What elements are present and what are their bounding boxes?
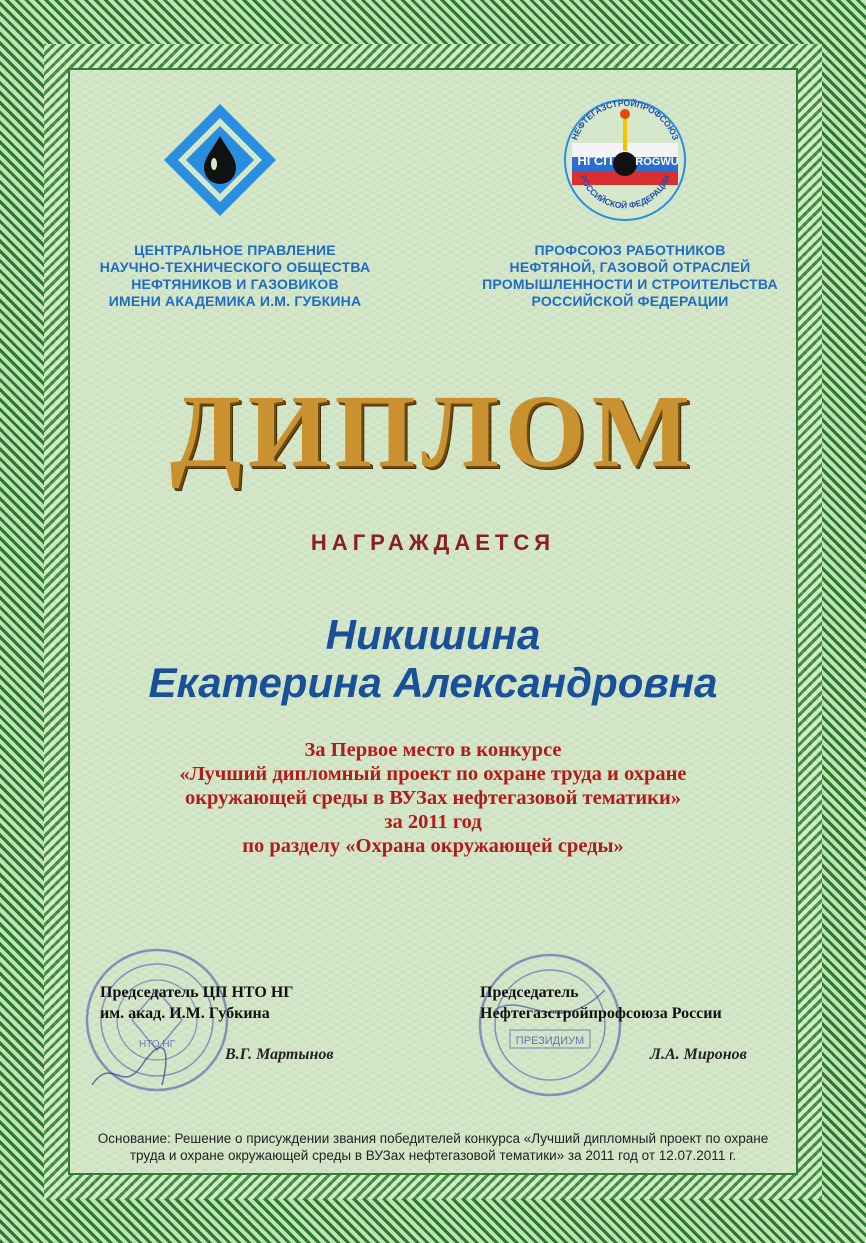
basis-line: Основание: Решение о присуждении звания победителей конкурса «Лучший дипломный проект по охране: [97, 1131, 769, 1146]
reason-line: за 2011 год: [384, 811, 482, 833]
logo-arc-top: НЕФТЕГАЗСТРОЙПРОФСОЮЗ: [569, 97, 681, 142]
left-role-line: им. акад. И.М. Губкина: [100, 1005, 270, 1022]
right-role-line: Нефтегазстройпрофсоюза России: [480, 1005, 722, 1022]
reason-line: окружающей среды в ВУЗах нефтегазовой тематики»: [184, 787, 682, 809]
left-signatory-role: [100, 982, 380, 1024]
recipient-surname: Никишина: [325, 611, 541, 658]
right-signatory-role: [480, 982, 800, 1024]
basis-note: [72, 1130, 794, 1164]
left-stamp-text: НТО НГ: [138, 1039, 176, 1050]
left-org-line: НЕФТЯНИКОВ И ГАЗОВИКОВ: [131, 276, 339, 292]
right-stamp-text: ПРЕЗИДИУМ: [515, 1035, 585, 1047]
left-org-name: [70, 242, 400, 310]
right-org-line: НЕФТЯНОЙ, ГАЗОВОЙ ОТРАСЛЕЙ: [509, 259, 751, 275]
right-signatory-name: Л.А. Миронов: [650, 1046, 747, 1063]
diploma-title: ДИПЛОМ: [170, 374, 696, 489]
left-org-line: НАУЧНО-ТЕХНИЧЕСКОГО ОБЩЕСТВА: [99, 259, 371, 275]
left-org-line: ИМЕНИ АКАДЕМИКА И.М. ГУБКИНА: [108, 293, 362, 309]
reason-line: За Первое место в конкурсе: [304, 739, 562, 761]
right-org-line: ПРОФСОЮЗ РАБОТНИКОВ: [534, 242, 726, 258]
right-org-name: [465, 242, 795, 310]
nto-ng-logo: [160, 100, 280, 220]
left-role-line: Председатель ЦП НТО НГ: [100, 984, 294, 1001]
right-stamp: [475, 950, 625, 1100]
logo-arc-bottom: РОССИЙСКОЙ ФЕДЕРАЦИИ: [577, 173, 673, 211]
logo-right-text: ROGWU: [635, 156, 679, 168]
ngsp-rogwu-logo: [560, 95, 690, 225]
reason-line: по разделу «Охрана окружающей среды»: [242, 835, 624, 857]
awarded-label: НАГРАЖДАЕТСЯ: [310, 530, 556, 555]
left-signatory-name: В.Г. Мартынов: [225, 1046, 334, 1063]
reason-line: «Лучший дипломный проект по охране труда и охране: [179, 763, 687, 785]
left-org-line: ЦЕНТРАЛЬНОЕ ПРАВЛЕНИЕ: [134, 242, 336, 258]
award-reason: [70, 738, 796, 858]
right-role-line: Председатель: [480, 984, 579, 1001]
recipient-given-names: Екатерина Александровна: [148, 659, 718, 706]
basis-line: труда и охране окружающей среды в ВУЗах нефтегазовой тематики» за 2011 год от 12.07.2011 г.: [129, 1148, 737, 1163]
right-org-line: РОССИЙСКОЙ ФЕДЕРАЦИИ: [531, 293, 729, 309]
logo-left-text: НГСП: [577, 153, 613, 168]
right-org-line: ПРОМЫШЛЕННОСТИ И СТРОИТЕЛЬСТВА: [482, 276, 778, 292]
